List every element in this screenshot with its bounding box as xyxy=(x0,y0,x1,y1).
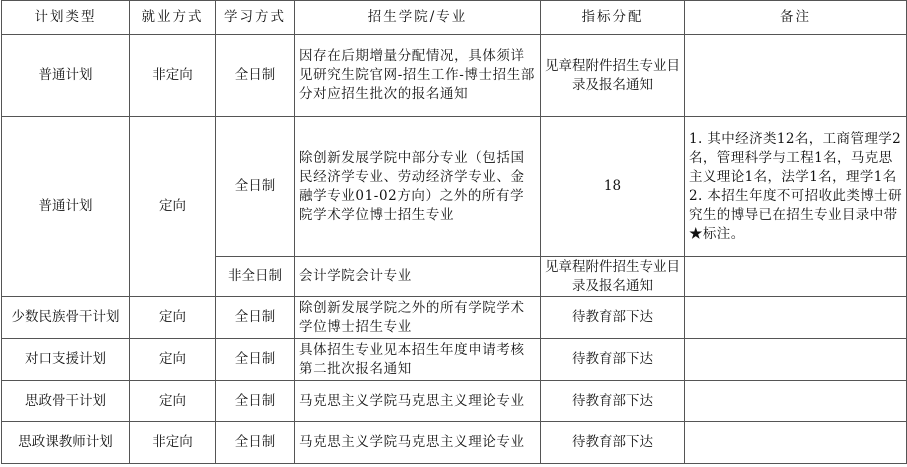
table-row xyxy=(2,117,907,257)
plan-type-cell: 思政骨干计划 xyxy=(2,381,130,422)
employment-cell: 非定向 xyxy=(130,422,216,464)
college-cell: 马克思主义学院马克思主义理论专业 xyxy=(295,381,541,422)
college-cell: 具体招生专业见本招生年度申请考核第二批次报名通知 xyxy=(295,339,541,381)
table-row xyxy=(2,381,907,422)
study-mode-cell: 全日制 xyxy=(216,381,295,422)
remark-line-2: 2. 本招生年度不可招收此类博士研究生的博导已在招生专业目录中带★标注。 xyxy=(689,187,902,242)
plan-type-cell: 少数民族骨干计划 xyxy=(2,297,130,339)
header-plan-type: 计划类型 xyxy=(2,1,130,35)
employment-cell: 定向 xyxy=(130,297,216,339)
employment-cell: 非定向 xyxy=(130,35,216,117)
remarks-cell xyxy=(685,35,907,117)
employment-cell: 定向 xyxy=(130,339,216,381)
remarks-cell xyxy=(685,381,907,422)
plan-type-cell: 普通计划 xyxy=(2,117,130,297)
college-cell: 会计学院会计专业 xyxy=(295,257,541,297)
study-mode-cell: 全日制 xyxy=(216,117,295,257)
header-employment: 就业方式 xyxy=(130,1,216,35)
college-cell: 除创新发展学院之外的所有学院学术学位博士招生专业 xyxy=(295,297,541,339)
employment-cell: 定向 xyxy=(130,381,216,422)
header-college-major: 招生学院/专业 xyxy=(295,1,541,35)
remarks-cell xyxy=(685,297,907,339)
plan-type-cell: 普通计划 xyxy=(2,35,130,117)
quota-cell: 待教育部下达 xyxy=(541,422,685,464)
header-study-mode: 学习方式 xyxy=(216,1,295,35)
study-mode-cell: 全日制 xyxy=(216,339,295,381)
quota-cell: 待教育部下达 xyxy=(541,339,685,381)
study-mode-cell: 非全日制 xyxy=(216,257,295,297)
header-quota: 指标分配 xyxy=(541,1,685,35)
quota-cell: 见章程附件招生专业目录及报名通知 xyxy=(541,35,685,117)
header-row xyxy=(2,1,907,35)
enrollment-plan-table xyxy=(1,0,907,464)
table-row xyxy=(2,35,907,117)
college-cell: 因存在后期增量分配情况，具体须详见研究生院官网-招生工作-博士招生部分对应招生批次的报名通知 xyxy=(295,35,541,117)
college-cell: 除创新发展学院中部分专业（包括国民经济学专业、劳动经济学专业、金融学专业01-02方向）之外的所有学院学术学位博士招生专业 xyxy=(295,117,541,257)
remarks-cell xyxy=(685,422,907,464)
remarks-cell xyxy=(685,339,907,381)
remarks-cell xyxy=(685,117,907,257)
study-mode-cell: 全日制 xyxy=(216,297,295,339)
college-cell: 马克思主义学院马克思主义理论专业 xyxy=(295,422,541,464)
study-mode-cell: 全日制 xyxy=(216,422,295,464)
table-row xyxy=(2,339,907,381)
remarks-cell xyxy=(685,257,907,297)
header-remarks: 备注 xyxy=(685,1,907,35)
plan-type-cell: 对口支援计划 xyxy=(2,339,130,381)
quota-cell: 待教育部下达 xyxy=(541,381,685,422)
quota-cell: 见章程附件招生专业目录及报名通知 xyxy=(541,257,685,297)
employment-cell: 定向 xyxy=(130,117,216,297)
remark-line-1: 1. 其中经济类12名，工商管理学2名，管理科学与工程1名，马克思主义理论1名，法学1名，理学1名 xyxy=(689,130,902,185)
plan-type-cell: 思政课教师计划 xyxy=(2,422,130,464)
table-row xyxy=(2,297,907,339)
quota-cell: 待教育部下达 xyxy=(541,297,685,339)
quota-cell: 18 xyxy=(541,117,685,257)
study-mode-cell: 全日制 xyxy=(216,35,295,117)
table-row xyxy=(2,422,907,464)
